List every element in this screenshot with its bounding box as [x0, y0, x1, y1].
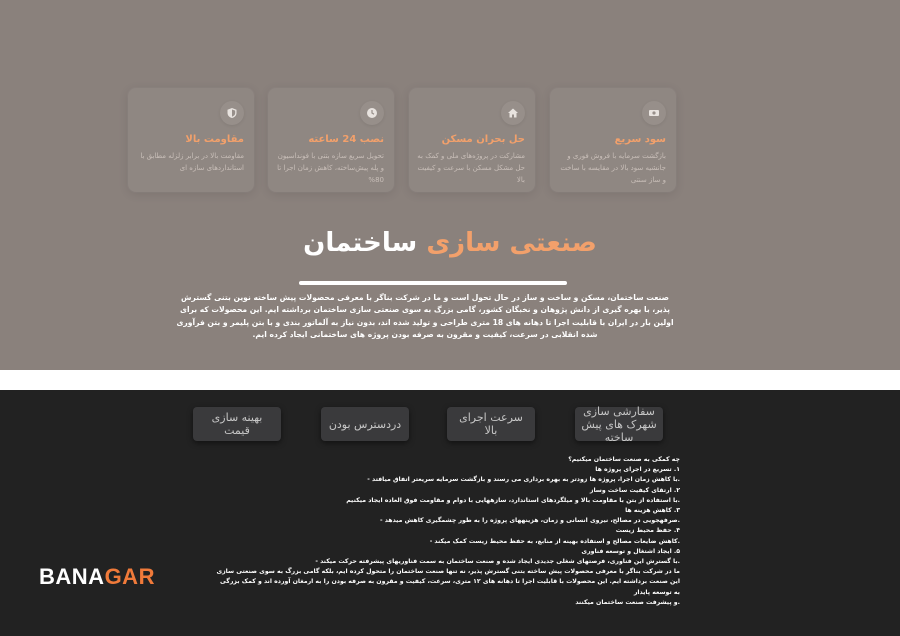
page-title [0, 228, 900, 258]
logo-part-2: GAR [104, 564, 155, 589]
faq-heading: چه کمکی به صنعت ساختمان میکنیم؟ [568, 456, 680, 463]
faq-line: .کاهش ضایعات مصالح و استفاده بهینه از منابع، به حفظ محیط زیست کمک میکند - [429, 537, 680, 545]
title-main: ساختمان [303, 228, 418, 258]
money-icon [642, 101, 666, 125]
faq-line: ۳. کاهش هزینه ها [625, 507, 680, 515]
service-button-custom-towns[interactable]: سفارشی سازی شهرک های پیش ساخته [575, 407, 663, 441]
feature-description: تحویل سریع سازه بتنی با فونداسیون و پله پیش‌ساخته، کاهش زمان اجرا تا 80% [277, 152, 384, 184]
faq-line: ۲. ارتقای کیفیت ساخت وساز [589, 486, 680, 494]
intro-paragraph: صنعت ساختمان، مسکن و ساخت و ساز در حال تحول است و ما در شرکت بناگر با معرفی محصولات پیش ساخته نوین بتنی گسترش پذیر، با بهره گیری از دانش پژوهان و نخبگان کشور، گامی بزرگ به سوی صنعتی سازی ساختمان برداشته ایم. این محصولات که برای اولین بار در ایران با قابلیت اجرا تا دهانه های 18 متری طراحی و تولید شده اند، بدون نیاز به آلماتور بندی و با بتن پلیمر و بتن فرآوری شده انقلابی در سرعت، کیفیت و مقرون به صرفه بودن پروژه های ساختمانی ایجاد کرده ایم. [176, 293, 674, 339]
clock-icon [360, 101, 384, 125]
title-highlight: صنعتی سازی [426, 228, 597, 258]
faq-line: .با استفاده از بتن با مقاومت بالا و میلگردهای استاندارد، سازههایی با دوام و مقاومت فوق العاده ایجاد میکنیم [346, 496, 680, 504]
shield-icon [220, 101, 244, 125]
feature-card-24h-install[interactable] [268, 88, 394, 192]
faq-line: .و پیشرفت صنعت ساختمان میکنند [575, 598, 680, 606]
faq-line: .با کاهش زمان اجرا، پروژه ها زودتر به بهره برداری می رسند و بازگشت سرمایه سریعتر اتفاق میافتد - [367, 476, 680, 484]
faq-section [215, 455, 680, 608]
service-button-availability[interactable]: دردسترس بودن [321, 407, 409, 441]
feature-card-housing-crisis[interactable] [409, 88, 535, 192]
faq-line: ۱. تسریع در اجرای پروژه ها [595, 466, 680, 474]
feature-card-high-resistance[interactable] [128, 88, 254, 192]
logo-part-1: BANA [39, 564, 105, 589]
faq-line: ما در شرکت بناگر با معرفی محصولات پیش ساخته بتنی گسترش پذیر، نه تنها صنعت ساختمان را متحول کرده ایم، بلکه گامی بزرگ به سوی صنعتی سازی این صنعت برداشته ایم. این محصولات با قابلیت اجرا تا دهانه های ۱۲ متری، سرعت، کیفیت و مقرون به صرفه بودن را به ارمغان آورده اند و کمک بزرگی به توسعه پایدار [216, 568, 680, 596]
feature-description: مشارکت در پروژه‌های ملی و کمک به حل مشکل مسکن با سرعت و کیفیت بالا [417, 152, 525, 184]
feature-description: مقاومت بالا در برابر زلزله مطابق با استانداردهای سازه ای [140, 152, 244, 172]
banagar-logo[interactable] [39, 564, 155, 590]
faq-line: .صرفهجویی در مصالح، نیروی انسانی و زمان، هزینههای پروژه را به طور چشمگیری کاهش میدهد - [379, 517, 680, 525]
feature-title: حل بحران مسکن [441, 134, 525, 145]
faq-line: ۴. حفظ محیط زیست [615, 527, 680, 535]
feature-card-quick-profit[interactable] [550, 88, 676, 192]
feature-description: بازگشت سرمایه با فروش فوری و جانشیه سود بالا در مقایسه با ساخت و ساز سنتی [560, 152, 666, 184]
feature-title: مقاومت بالا [185, 134, 244, 145]
faq-line: .با گسترش این فناوری، فرصتهای شغلی جدیدی ایجاد شده و صنعت ساختمان به سمت فناوریهای پیشرفته حرکت میکند - [315, 558, 680, 566]
faq-line: ۵. ایجاد اشتغال و توسعه فناوری [581, 547, 680, 555]
home-icon [501, 101, 525, 125]
feature-title: سود سریع [614, 134, 666, 145]
service-button-fast-execution[interactable]: سرعت اجرای بالا [447, 407, 535, 441]
service-button-price-optimization[interactable]: بهینه سازی قیمت [193, 407, 281, 441]
feature-title: نصب 24 ساعته [308, 134, 384, 145]
title-underline [299, 281, 567, 285]
